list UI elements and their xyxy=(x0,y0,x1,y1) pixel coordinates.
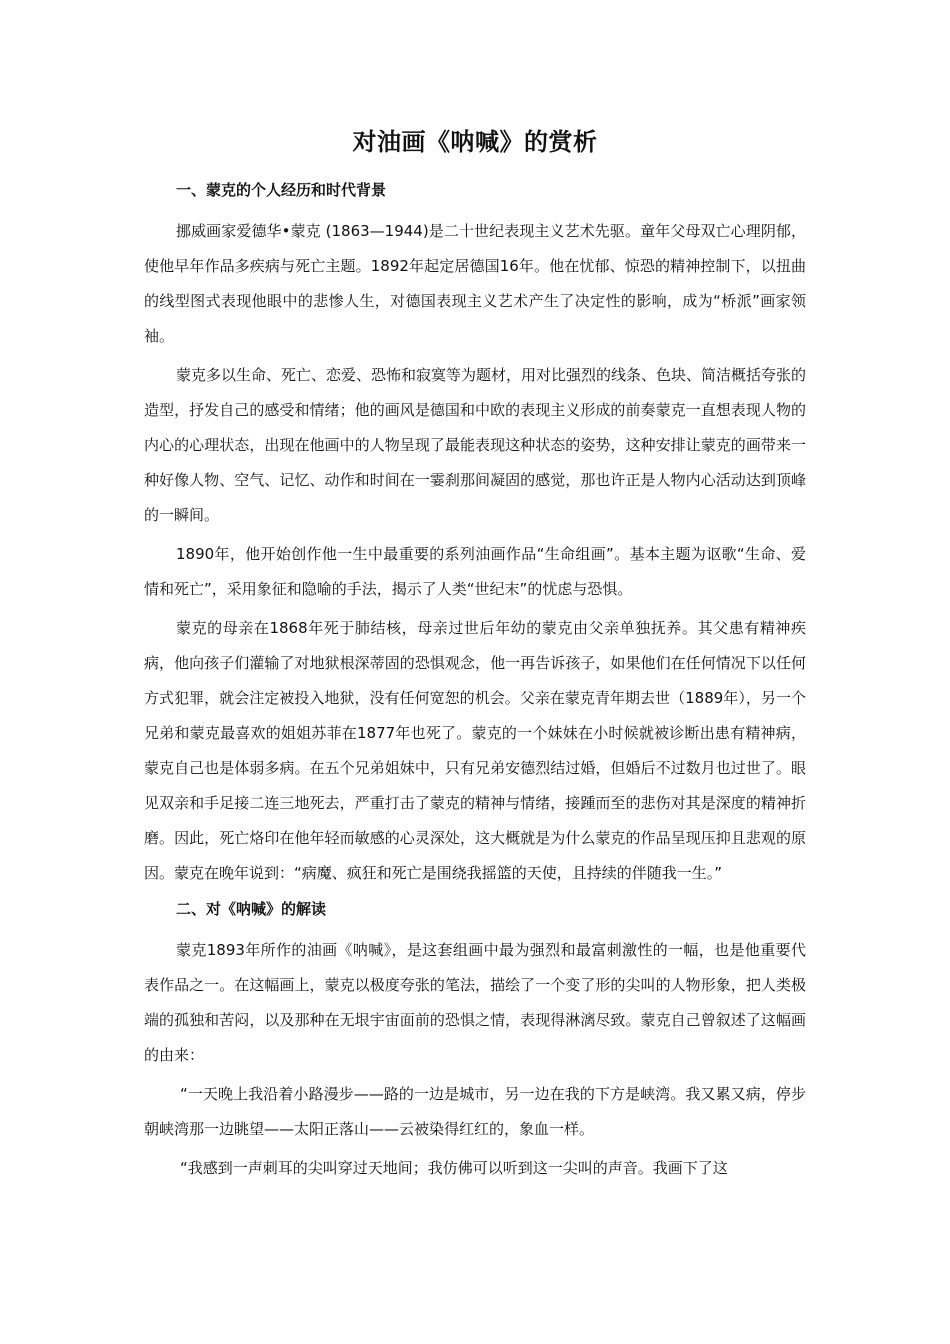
quote-paragraph: “一天晚上我沿着小路漫步——路的一边是城市，另一边在我的下方是峡湾。我又累又病，停步朝峡湾那一边眺望——太阳正落山——云被染得红红的，象血一样。 xyxy=(144,1085,806,1138)
paragraph: 蒙克多以生命、死亡、恋爱、恐怖和寂寞等为题材，用对比强烈的线条、色块、简洁概括夸张的造型，抒发自己的感受和情绪；他的画风是德国和中欧的表现主义形成的前奏蒙克一直想表现人物的内心的心理状态，出现在他画中的人物呈现了最能表现这种状态的姿势，这种安排让蒙克的画带来一种好像人物、空气、记忆、动作和时间在一霎刹那间凝固的感觉，那也许正是人物内心活动达到顶峰的一瞬间。 xyxy=(144,366,807,524)
quote-paragraph: “我感到一声刺耳的尖叫穿过天地间；我仿佛可以听到这一尖叫的声音。我画下了这 xyxy=(180,1159,728,1177)
document-title: 对油画《呐喊》的赏析 xyxy=(352,128,598,156)
document-body xyxy=(144,178,806,1190)
section-heading-1: 一、蒙克的个人经历和时代背景 xyxy=(176,181,387,199)
paragraph: 挪威画家爱德华•蒙克 (1863—1944)是二十世纪表现主义艺术先驱。童年父母双亡心理阴郁，使他早年作品多疾病与死亡主题。1892年起定居德国16年。他在忧郁、惊恐的精神控制下，以扭曲的线型图式表现他眼中的悲惨人生，对德国表现主义艺术产生了决定性的影响，成为“桥派”画家领袖。 xyxy=(144,222,806,345)
section-heading-2: 二、对《呐喊》的解读 xyxy=(176,900,327,918)
paragraph: 1890年，他开始创作他一生中最重要的系列油画作品“生命组画”。基本主题为讴歌“生命、爱情和死亡”，采用象征和隐喻的手法，揭示了人类“世纪末”的忧虑与恐惧。 xyxy=(144,545,806,598)
paragraph: 蒙克的母亲在1868年死于肺结核，母亲过世后年幼的蒙克由父亲单独抚养。其父患有精神疾病，他向孩子们灌输了对地狱根深蒂固的恐惧观念，他一再告诉孩子，如果他们在任何情况下以任何方式犯罪，就会注定被投入地狱，没有任何宽恕的机会。父亲在蒙克青年期去世（1889年），另一个兄弟和蒙克最喜欢的姐姐苏菲在1877年也死了。蒙克的一个妹妹在小时候就被诊断出患有精神病，蒙克自己也是体弱多病。在五个兄弟姐妹中，只有兄弟安德烈结过婚，但婚后不过数月也过世了。眼见双亲和手足接二连三地死去，严重打击了蒙克的精神与情绪，接踵而至的悲伤对其是深度的精神折磨。因此，死亡烙印在他年轻而敏感的心灵深处，这大概就是为什么蒙克的作品呈现压抑且悲观的原因。蒙克在晚年说到：“病魔、疯狂和死亡是围绕我摇篮的天使，且持续的伴随我一生。” xyxy=(144,619,806,882)
paragraph: 蒙克1893年所作的油画《呐喊》，是这套组画中最为强烈和最富刺激性的一幅，也是他重要代表作品之一。在这幅画上，蒙克以极度夸张的笔法，描绘了一个变了形的尖叫的人物形象，把人类极端的孤独和苦闷，以及那种在无垠宇宙面前的恐惧之情，表现得淋漓尽致。蒙克自己曾叙述了这幅画的由来： xyxy=(144,941,806,1064)
